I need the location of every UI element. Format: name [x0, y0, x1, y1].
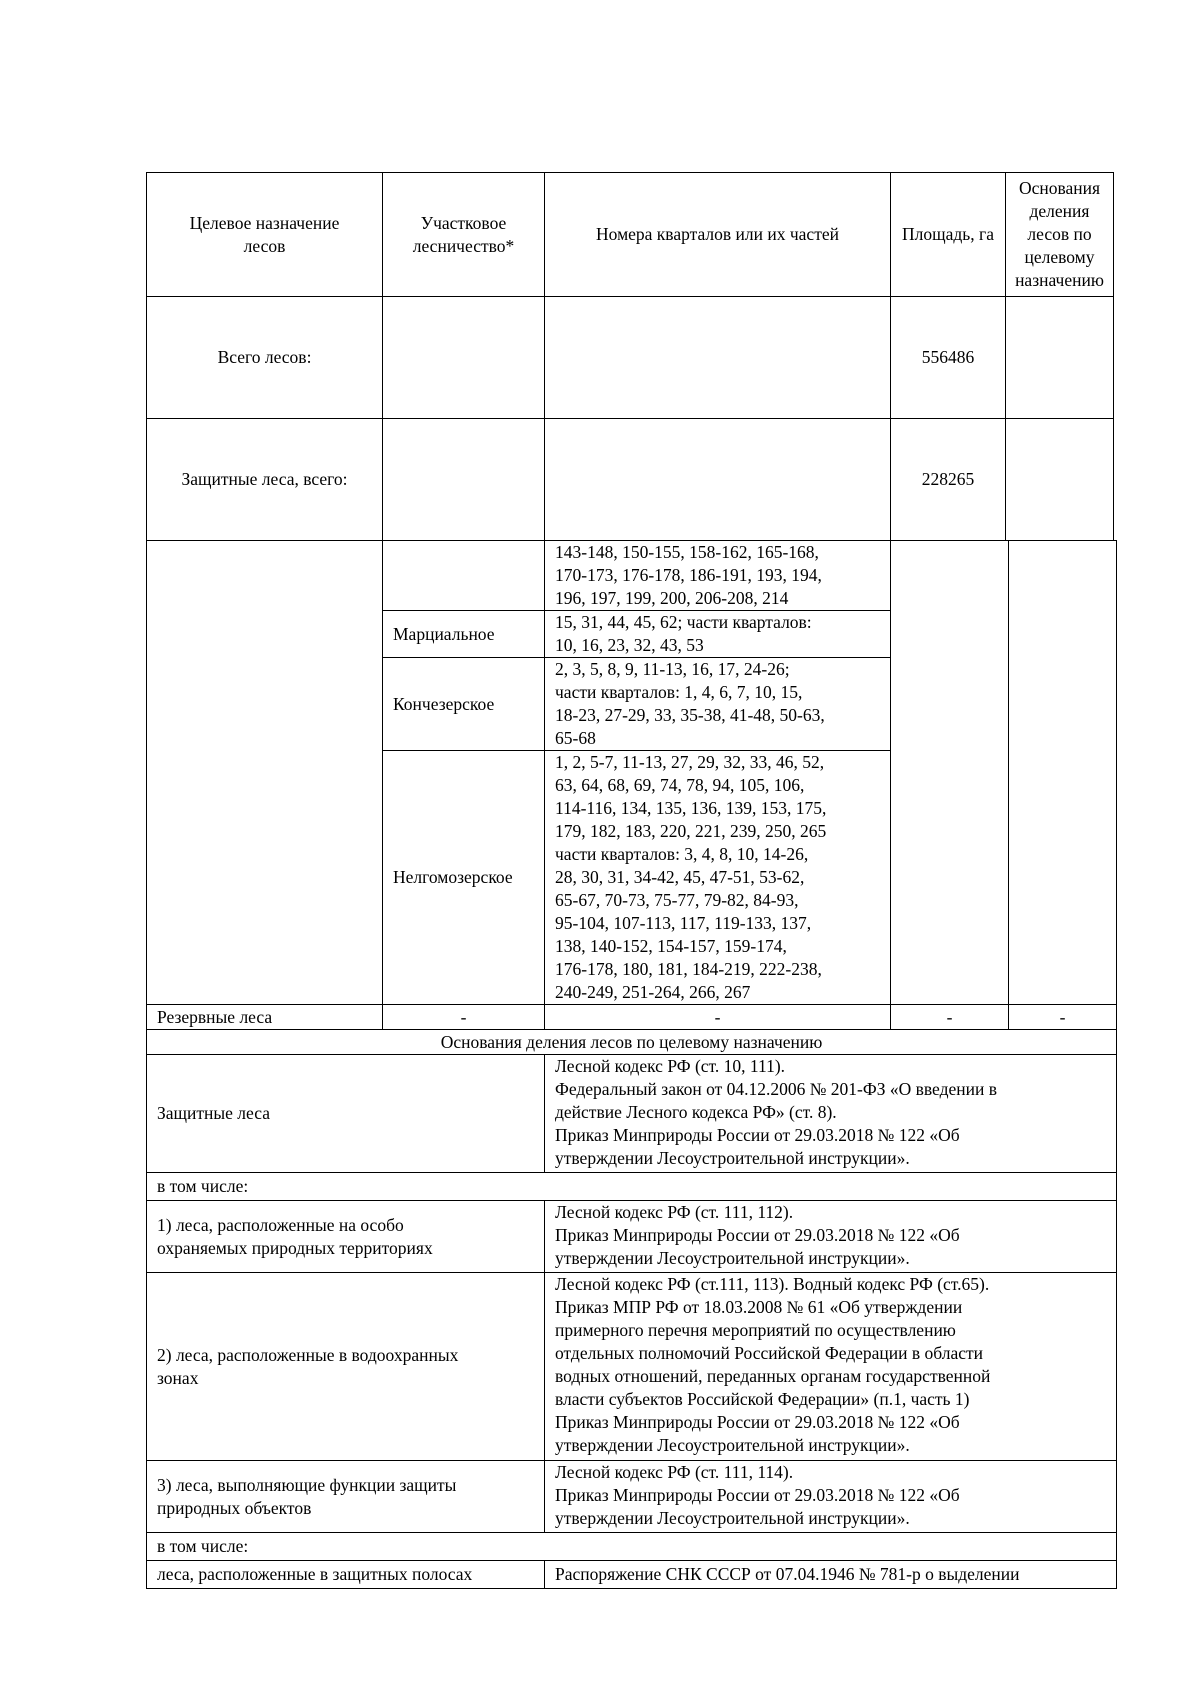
header-purpose: Целевое назначение лесов: [147, 173, 383, 297]
district-name: Кончезерское: [383, 658, 545, 751]
empty-cell: [147, 541, 383, 1005]
districts-table: [146, 540, 1117, 1005]
subheading-row: [147, 1173, 1117, 1201]
basis-title: Основания деления лесов по целевому назначению: [147, 1030, 1117, 1055]
empty-cell: [891, 541, 1009, 1005]
total-area: 556486: [891, 297, 1006, 419]
district-quarters: 1, 2, 5-7, 11-13, 27, 29, 32, 33, 46, 52, 63, 64, 68, 69, 74, 78, 94, 105, 106, 114-116, 134, 135, 136, 139, 153, 175, 179, 182, 183, 220, 221, 239, 250, 265 части кварталов: 3, 4, 8, 10, 14-26, 28, 30, 31, 34-42, 45, 47-51, 53-62, 65-67, 70-73, 75-77, 79-82, 84-93, 95-104, 107-113, 117, 119-133, 137, 138, 140-152, 154-157, 159-174, 176-178, 180, 181, 184-219, 222-238, 240-249, 251-264, 266, 267: [545, 751, 891, 1005]
basis-text: Лесной кодекс РФ (ст. 10, 111). Федеральный закон от 04.12.2006 № 201-ФЗ «О введении в действие Лесного кодекса РФ» (ст. 8). Приказ Минприроды России от 29.03.2018 № 122 «Об утверждении Лесоустроительной инструкции».: [545, 1055, 1117, 1173]
total-label: Всего лесов:: [147, 297, 383, 419]
empty-cell: [1006, 297, 1114, 419]
empty-cell: [545, 297, 891, 419]
basis-label: 1) леса, расположенные на особо охраняемых природных территориях: [147, 1201, 545, 1273]
reserve-dash: -: [383, 1005, 545, 1030]
district-quarters: 143-148, 150-155, 158-162, 165-168, 170-173, 176-178, 186-191, 193, 194, 196, 197, 199, 200, 206-208, 214: [545, 541, 891, 611]
empty-cell: [545, 419, 891, 541]
basis-text: Лесной кодекс РФ (ст. 111, 112). Приказ Минприроды России от 29.03.2018 № 122 «Об утверждении Лесоустроительной инструкции».: [545, 1201, 1117, 1273]
header-row: [147, 173, 1114, 297]
header-quarters: Номера кварталов или их частей: [545, 173, 891, 297]
basis-row: [147, 1055, 1117, 1173]
in-that-number: в том числе:: [147, 1533, 1117, 1561]
protective-area: 228265: [891, 419, 1006, 541]
basis-row: [147, 1201, 1117, 1273]
reserve-dash: -: [1009, 1005, 1117, 1030]
basis-row: [147, 1561, 1117, 1589]
district-quarters: 15, 31, 44, 45, 62; части кварталов: 10, 16, 23, 32, 43, 53: [545, 611, 891, 658]
basis-row: [147, 1273, 1117, 1461]
basis-label: Защитные леса: [147, 1055, 545, 1173]
subheading-row: [147, 1533, 1117, 1561]
district-name: Нелгомозерское: [383, 751, 545, 1005]
basis-text: Лесной кодекс РФ (ст.111, 113). Водный кодекс РФ (ст.65). Приказ МПР РФ от 18.03.2008 № 61 «Об утверждении примерного перечня мероприятий по осуществлению отдельных полномочий Российской Федерации в области водных отношений, переданных органам государственной власти субъектов Российской Федерации» (п.1, часть 1) Приказ Минприроды России от 29.03.2018 № 122 «Об утверждении Лесоустроительной инструкции».: [545, 1273, 1117, 1461]
basis-title-row: [147, 1030, 1117, 1055]
basis-text: Лесной кодекс РФ (ст. 111, 114). Приказ Минприроды России от 29.03.2018 № 122 «Об утверждении Лесоустроительной инструкции».: [545, 1461, 1117, 1533]
empty-cell: [1009, 541, 1117, 1005]
protective-label: Защитные леса, всего:: [147, 419, 383, 541]
basis-label: леса, расположенные в защитных полосах: [147, 1561, 545, 1589]
empty-cell: [383, 297, 545, 419]
district-name: [383, 541, 545, 611]
basis-label: 2) леса, расположенные в водоохранных зонах: [147, 1273, 545, 1461]
header-district: Участковое лесничество*: [383, 173, 545, 297]
basis-row: [147, 1461, 1117, 1533]
district-row: [147, 541, 1117, 611]
in-that-number: в том числе:: [147, 1173, 1117, 1201]
header-area: Площадь, га: [891, 173, 1006, 297]
reserve-label: Резервные леса: [147, 1005, 383, 1030]
reserve-dash: -: [891, 1005, 1009, 1030]
total-row: [147, 297, 1114, 419]
header-basis: Основания деления лесов по целевому назначению: [1006, 173, 1114, 297]
reserve-dash: -: [545, 1005, 891, 1030]
basis-label: 3) леса, выполняющие функции защиты природных объектов: [147, 1461, 545, 1533]
district-name: Марциальное: [383, 611, 545, 658]
summary-table: [146, 172, 1114, 541]
protective-total-row: [147, 419, 1114, 541]
reserve-row: [147, 1005, 1117, 1030]
empty-cell: [383, 419, 545, 541]
district-quarters: 2, 3, 5, 8, 9, 11-13, 16, 17, 24-26; части кварталов: 1, 4, 6, 7, 10, 15, 18-23, 27-29, 33, 35-38, 41-48, 50-63, 65-68: [545, 658, 891, 751]
basis-text: Распоряжение СНК СССР от 07.04.1946 № 781-р о выделении: [545, 1561, 1117, 1589]
empty-cell: [1006, 419, 1114, 541]
basis-table: [146, 1004, 1117, 1589]
